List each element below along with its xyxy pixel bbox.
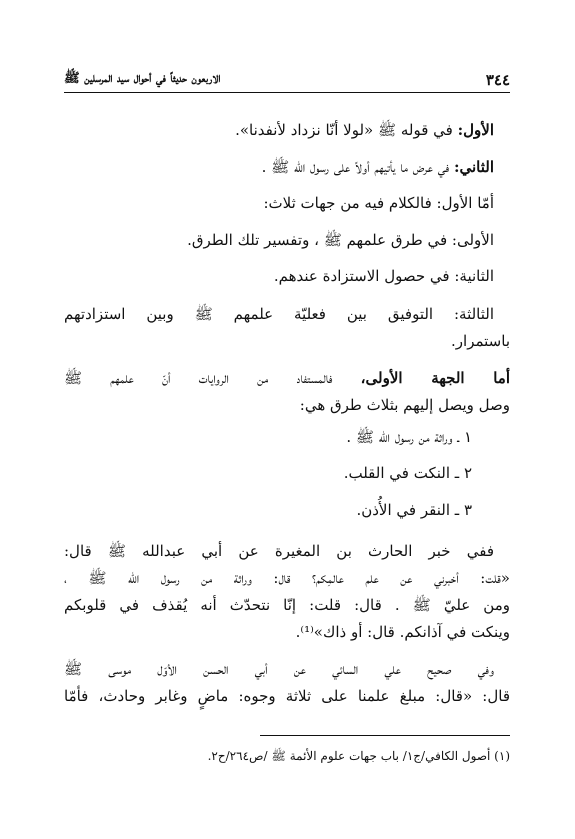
page-number: ٣٤٤ [485,71,510,89]
text-line [64,222,510,259]
line-text: الثالثة: التوفيق بين فعليّة علمهم ﷺ وبين استزادتهم [64,304,494,323]
footnote: (١) أصول الكافي/ج١/ باب جهات علوم الأئمة ﷺ /ص٢٦٤/ح٢. [207,749,510,763]
running-title: الاربعون حديثاً في أحوال سيد المرسلين ﷺ [64,71,221,86]
bold-lead: الأول: [457,121,494,139]
text-line [64,683,510,710]
text-line [64,258,510,295]
line-text: ٣ ـ النقر في الأُذن. [356,500,472,519]
text-line [64,301,510,328]
list-item [64,419,510,456]
line-text: أمّا الأول: فالكلام فيه من جهات ثلاث: [263,194,494,212]
page-header [64,68,510,93]
bold-lead: الثاني: [453,157,494,176]
list-item [64,455,510,492]
line-text: الأولى: في طرق علمهم ﷺ ، وتفسير تلك الطرق. [187,230,494,249]
line-text: ففي خبر الحارث بن المغيرة عن أبي عبدالله ﷺ قال: [64,542,494,560]
text-line [64,565,510,592]
line-text: وينكت في آذانكم. قال: أو ذاك»⁽¹⁾. [295,623,510,641]
text-line [64,185,510,222]
list-item [64,492,510,529]
line-text: وصل ويصل إليهم بثلاث طرق هي: [299,395,510,414]
text-line [64,392,510,419]
line-text: فالمستفاد من الروايات أنّ علمهم ﷺ [64,368,361,387]
text-line [64,592,510,619]
body-text [64,112,510,710]
line-text: قال: «قال: مبلغ علمنا على ثلاثة وجوه: ماضٍ وغابر وحادث، فأمّا [64,687,510,705]
line-text: في قوله ﷺ «لولا أنّا نزداد لأنفدنا». [235,121,458,139]
line-text: الثانية: في حصول الاستزادة عندهم. [273,267,494,285]
line-text: «قلت: أخبرني عن علم عالمِكم؟ قال: وراثة من رسول الله ﷺ ، [64,569,510,587]
line-text: ومن عليّ ﷺ . قال: قلت: إنّا نتحدّث أنه يُقذف في قلوبكم [64,596,510,614]
bold-lead: أما الجهة الأولى، [360,368,510,387]
line-text: باستمرار. [451,331,510,350]
line-text: في عرض ما يأتيهم أولاً على رسول الله ﷺ . [261,157,454,176]
footnote-divider [260,735,510,736]
line-text: وفي صحيح علي السائي عن أبي الحسن الأوّل موسى ﷺ [64,660,494,678]
text-line [64,365,510,392]
text-line [64,149,510,186]
text-line [64,112,510,149]
line-text: ١ ـ وراثة من رسول الله ﷺ . [346,427,472,446]
line-text: ٢ ـ النكت في القلب. [343,464,472,482]
text-line [64,538,510,565]
text-line [64,328,510,355]
text-line [64,619,510,646]
text-line [64,656,510,683]
